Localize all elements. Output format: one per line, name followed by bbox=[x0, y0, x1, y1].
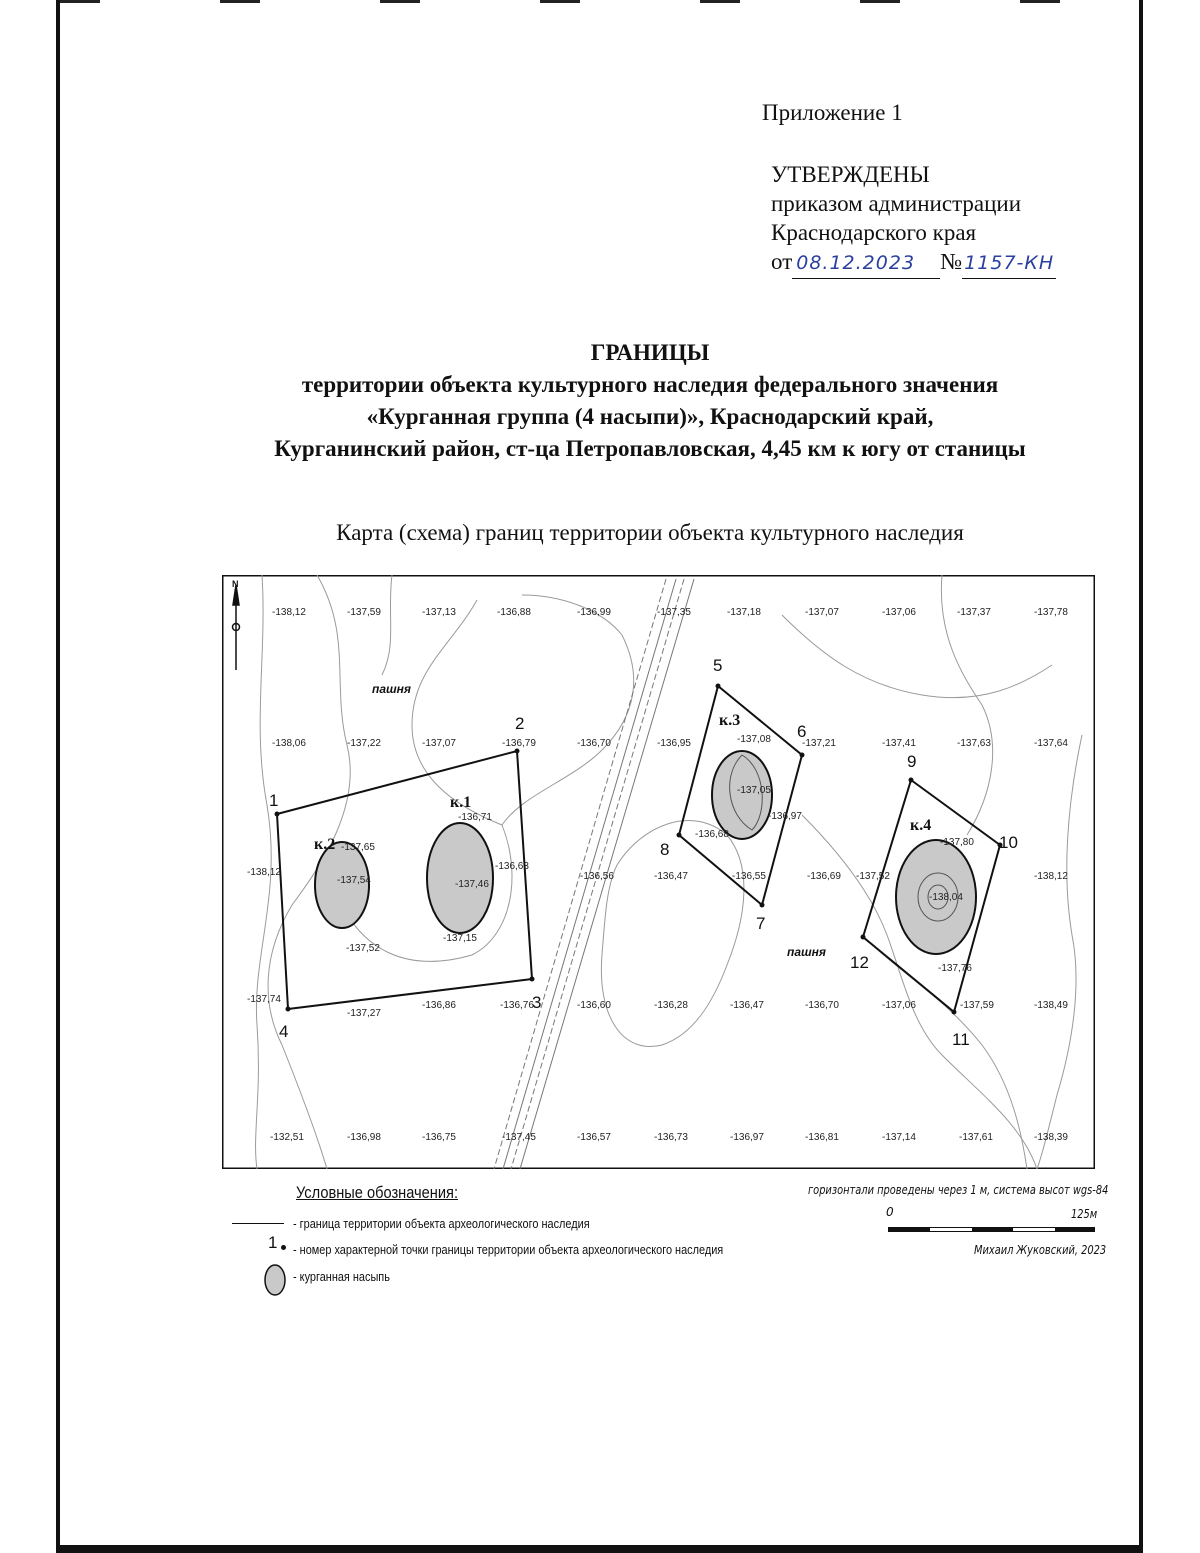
point-number-7: 7 bbox=[756, 914, 766, 933]
handwritten-number: 1157-КН bbox=[964, 252, 1055, 274]
elevation-mark: -137,65 bbox=[341, 842, 375, 853]
legend-item-mound: - курганная насыпь bbox=[293, 1269, 390, 1284]
point-number-6: 6 bbox=[797, 722, 807, 741]
scale-bar bbox=[888, 1227, 1095, 1232]
elevation-mark: -137,54 bbox=[337, 875, 371, 886]
legend-item-point: - номер характерной точки границы территории объекта археологического наследия bbox=[293, 1242, 724, 1257]
legend-item-boundary: - граница территории объекта археологического наследия bbox=[293, 1216, 590, 1231]
point-number-10: 10 bbox=[999, 833, 1018, 852]
elevation-mark: -136,70 bbox=[577, 738, 611, 749]
north-label: N bbox=[232, 579, 239, 589]
mound-label-k2: к.2 bbox=[314, 836, 336, 853]
elevation-mark: -136,86 bbox=[422, 1000, 456, 1011]
elevation-mark: -136,88 bbox=[497, 607, 531, 618]
approval-line-2: Краснодарского края bbox=[771, 220, 977, 245]
elevation-mark: -137,64 bbox=[1034, 738, 1068, 749]
elevation-mark: -138,49 bbox=[1034, 1000, 1068, 1011]
elevation-mark: -137,52 bbox=[856, 871, 890, 882]
elevation-mark: -137,59 bbox=[960, 1000, 994, 1011]
mound-label-k1: к.1 bbox=[450, 794, 472, 811]
mound-label-k4: к.4 bbox=[910, 817, 932, 834]
scan-edge-right bbox=[1139, 0, 1143, 1553]
elevation-mark: -136,68 bbox=[695, 829, 729, 840]
elevation-mark: -137,15 bbox=[443, 933, 477, 944]
document-title: ГРАНИЦЫ bbox=[590, 340, 710, 365]
point-number-12: 12 bbox=[850, 953, 869, 972]
elevation-mark: -136,97 bbox=[768, 811, 802, 822]
land-label-2: пашня bbox=[787, 945, 826, 959]
elevation-mark: -137,46 bbox=[455, 879, 489, 890]
elevation-mark: -137,18 bbox=[727, 607, 761, 618]
date-prefix: от bbox=[771, 249, 793, 274]
title-line-3: Курганинский район, ст-ца Петропавловская, 4,45 км к югу от станицы bbox=[274, 436, 1026, 461]
legend-point-dot-icon bbox=[281, 1245, 286, 1250]
mound-label-k3: к.3 bbox=[719, 712, 741, 729]
elevation-mark: -137,80 bbox=[940, 837, 974, 848]
elevation-mark: -138,12 bbox=[247, 867, 281, 878]
elevation-mark: -136,47 bbox=[730, 1000, 764, 1011]
elevation-mark: -138,39 bbox=[1034, 1132, 1068, 1143]
elevation-mark: -138,04 bbox=[929, 892, 963, 903]
elevation-mark: -137,35 bbox=[657, 607, 691, 618]
elevation-mark: -132,51 bbox=[270, 1132, 304, 1143]
elevation-mark: -136,55 bbox=[732, 871, 766, 882]
point-number-4: 4 bbox=[279, 1022, 289, 1041]
elevation-mark: -136,60 bbox=[577, 1000, 611, 1011]
elevation-mark: -136,47 bbox=[654, 871, 688, 882]
land-label-1: пашня bbox=[372, 682, 411, 696]
point-number-1: 1 bbox=[269, 791, 279, 810]
point-number-8: 8 bbox=[660, 840, 670, 859]
elevation-mark: -136,79 bbox=[502, 738, 536, 749]
elevation-mark: -137,05 bbox=[737, 785, 771, 796]
elevation-mark: -136,56 bbox=[580, 871, 614, 882]
elevation-mark: -137,07 bbox=[422, 738, 456, 749]
elevation-mark: -137,06 bbox=[882, 1000, 916, 1011]
boundary-map bbox=[222, 575, 1095, 1169]
elevation-mark: -136,70 bbox=[805, 1000, 839, 1011]
handwritten-date: 08.12.2023 bbox=[796, 252, 916, 274]
point-number-11: 11 bbox=[952, 1030, 970, 1049]
elevation-mark: -137,78 bbox=[1034, 607, 1068, 618]
elevation-mark: -136,28 bbox=[654, 1000, 688, 1011]
point-number-2: 2 bbox=[515, 714, 525, 733]
elevation-mark: -137,08 bbox=[737, 734, 771, 745]
title-line-2: «Курганная группа (4 насыпи)», Краснодарский край, bbox=[366, 404, 934, 429]
elevation-mark: -136,76 bbox=[500, 1000, 534, 1011]
elevation-mark: -136,63 bbox=[495, 861, 529, 872]
appendix-label: Приложение 1 bbox=[762, 100, 903, 125]
elevation-mark: -137,37 bbox=[957, 607, 991, 618]
point-number-3: 3 bbox=[532, 993, 542, 1012]
elevation-mark: -137,07 bbox=[805, 607, 839, 618]
approval-date-line bbox=[771, 247, 1056, 279]
scale-max-label: 125м bbox=[1071, 1207, 1098, 1221]
elevation-mark: -138,12 bbox=[1034, 871, 1068, 882]
map-caption: Карта (схема) границ территории объекта культурного наследия bbox=[336, 520, 964, 545]
elevation-mark: -137,61 bbox=[959, 1132, 993, 1143]
scan-top-marks bbox=[60, 0, 1139, 3]
elevation-mark: -137,06 bbox=[882, 607, 916, 618]
elevation-mark: -137,27 bbox=[347, 1008, 381, 1019]
elevation-mark: -136,98 bbox=[347, 1132, 381, 1143]
legend-point-number: 1 bbox=[268, 1233, 278, 1252]
map-author: Михаил Жуковский, 2023 bbox=[974, 1243, 1107, 1257]
legend-title: Условные обозначения: bbox=[296, 1183, 459, 1202]
elevation-mark: -136,97 bbox=[730, 1132, 764, 1143]
elevation-mark: -138,12 bbox=[272, 607, 306, 618]
elevation-mark: -137,22 bbox=[347, 738, 381, 749]
elevation-mark: -136,57 bbox=[577, 1132, 611, 1143]
legend-mound-icon bbox=[263, 1263, 287, 1297]
elevation-mark: -137,45 bbox=[502, 1132, 536, 1143]
number-prefix: № bbox=[940, 249, 963, 274]
elevation-mark: -137,76 bbox=[938, 963, 972, 974]
mound-k1 bbox=[427, 823, 493, 933]
elevation-mark: -137,59 bbox=[347, 607, 381, 618]
approval-block bbox=[771, 160, 1056, 279]
elevation-mark: -137,21 bbox=[802, 738, 836, 749]
point-number-9: 9 bbox=[907, 752, 917, 771]
legend-boundary-line-icon bbox=[232, 1223, 284, 1224]
elevation-mark: -136,71 bbox=[458, 812, 492, 823]
elevation-mark: -137,52 bbox=[346, 943, 380, 954]
approval-line-1: приказом администрации bbox=[771, 191, 1022, 216]
elevation-mark: -136,81 bbox=[805, 1132, 839, 1143]
elevation-mark: -136,99 bbox=[577, 607, 611, 618]
scale-zero-label: 0 bbox=[886, 1205, 894, 1219]
elevation-mark: -136,75 bbox=[422, 1132, 456, 1143]
elevation-mark: -136,73 bbox=[654, 1132, 688, 1143]
elevation-mark: -137,63 bbox=[957, 738, 991, 749]
scan-edge-left bbox=[56, 0, 60, 1553]
point-number-5: 5 bbox=[713, 656, 723, 675]
elevation-mark: -136,95 bbox=[657, 738, 691, 749]
elevation-mark: -138,06 bbox=[272, 738, 306, 749]
contour-note: горизонтали проведены через 1 м, система высот wgs-84 bbox=[808, 1183, 1109, 1197]
scan-edge-bottom bbox=[56, 1545, 1143, 1553]
elevation-mark: -137,14 bbox=[882, 1132, 916, 1143]
elevation-mark: -137,41 bbox=[882, 738, 916, 749]
title-line-1: территории объекта культурного наследия федерального значения bbox=[301, 372, 999, 397]
approval-heading: УТВЕРЖДЕНЫ bbox=[771, 162, 930, 187]
elevation-mark: -137,74 bbox=[247, 994, 281, 1005]
elevation-mark: -136,69 bbox=[807, 871, 841, 882]
elevation-mark: -137,13 bbox=[422, 607, 456, 618]
